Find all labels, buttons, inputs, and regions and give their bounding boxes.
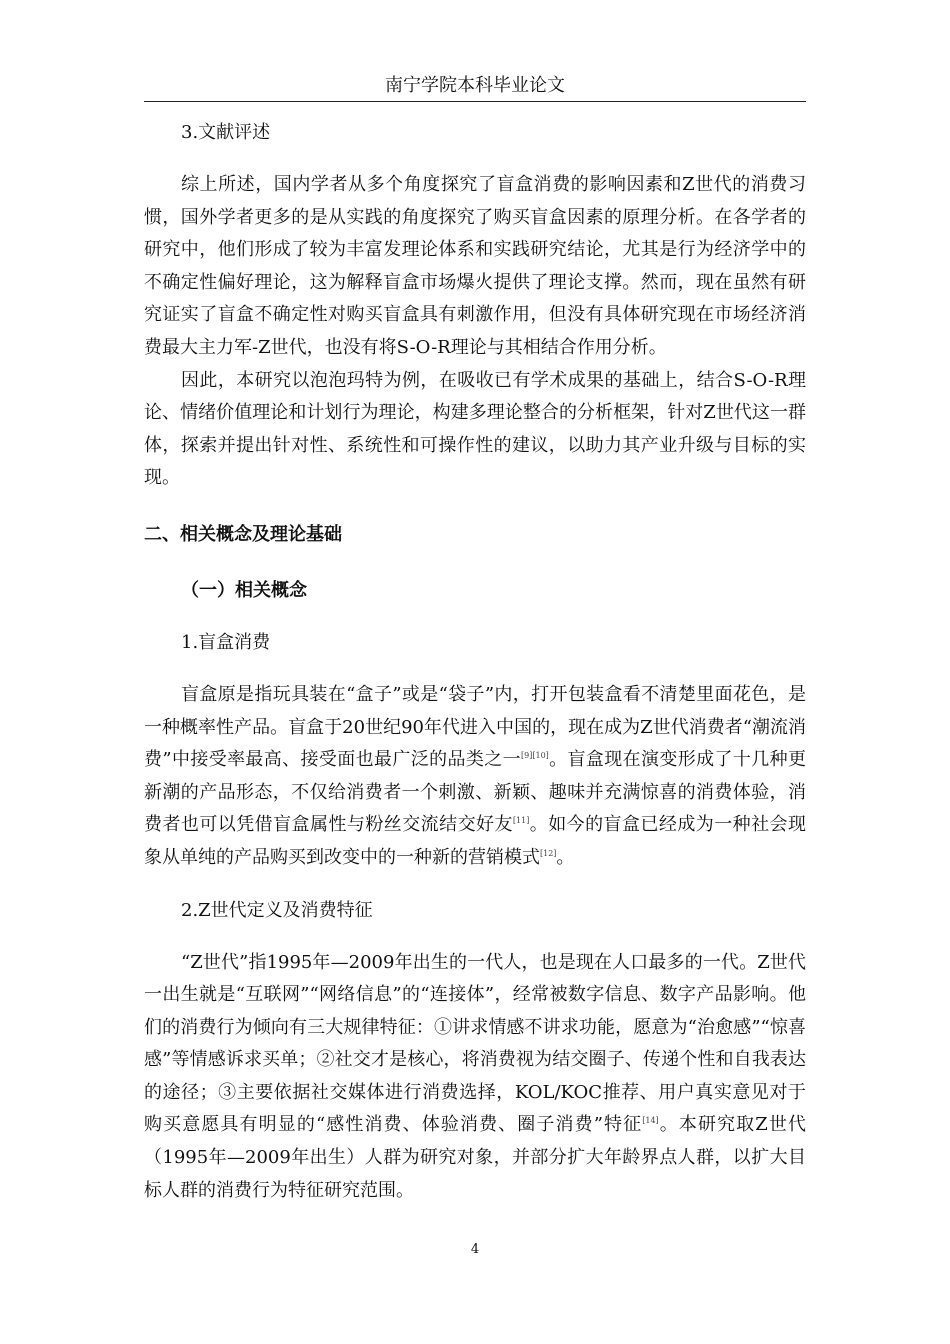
header-rule bbox=[144, 101, 806, 102]
blindbox-text-2: 。盲盒现在演变形成了十几种更新潮的产品形态，不仅给消费者一个刺激、新颖、趣味并充满惊喜的消费体验，消费者也可以凭借盲盒属性与粉丝交流结交好友 bbox=[144, 749, 807, 836]
blindbox-text-4: 。 bbox=[556, 846, 575, 868]
page-body bbox=[144, 117, 806, 1207]
citation-11: [11] bbox=[512, 816, 530, 826]
genz-paragraph bbox=[144, 947, 806, 1208]
genz-text-2: 。本研究取Z世代（1995年—2009年出生）人群为研究对象，并部分扩大年龄界点人群，以扩大目标人群的消费行为特征研究范围。 bbox=[144, 1114, 806, 1201]
blindbox-text-3: 。如今的盲盒已经成为一种社会现象从单纯的产品购买到改变中的一种新的营销模式 bbox=[144, 814, 807, 868]
citation-14: [14] bbox=[642, 1116, 659, 1126]
blindbox-heading: 1.盲盒消费 bbox=[181, 631, 271, 653]
blindbox-text-1: 盲盒原是指玩具装在“盒子”或是“袋子”内，打开包装盒看不清楚里面花色，是一种概率性产品。盲盒于20世纪90年代进入中国的，现在成为Z世代消费者“潮流消费”中接受率最高、接受面也最广泛的品类之一 bbox=[144, 683, 806, 771]
running-header: 南宁学院本科毕业论文 bbox=[385, 75, 565, 96]
subsection-1-heading: （一）相关概念 bbox=[181, 579, 307, 601]
lit-review-heading: 3.文献评述 bbox=[181, 122, 271, 143]
page-number: 4 bbox=[470, 1242, 480, 1257]
citation-9-10: [9][10] bbox=[521, 751, 549, 761]
genz-text-1: “Z世代”指1995年—2009年出生的一代人，也是现在人口最多的一代。Z世代一出生就是“互联网”“网络信息”的“连接体”，经常被数字信息、数字产品影响。他们的消费行为倾向有三大规律特征：①讲求情感不讲求功能，愿意为“治愈感”“惊喜感”等情感诉求买单；②社交才是核心，将消费视为结交圈子、传递个性和自我表达的途径；③主要依据社交媒体进行消费选择，KOL/KOC推荐、用户真实意见对于购买意愿具有明显的“感性消费、体验消费、圈子消费”特征 bbox=[144, 951, 806, 1136]
genz-heading: 2.Z世代定义及消费特征 bbox=[181, 899, 373, 921]
blindbox-paragraph bbox=[144, 679, 806, 875]
lit-review-paragraph-1: 综上所述，国内学者从多个角度探究了盲盒消费的影响因素和Z世代的消费习惯，国外学者更多的是从实践的角度探究了购买盲盒因素的原理分析。在各学者的研究中，他们形成了较为丰富发理论体系和实践研究结论，尤其是行为经济学中的不确定性偏好理论，这为解释盲盒市场爆火提供了理论支撑。然而，现在虽然有研究证实了盲盒不确定性对购买盲盒具有刺激作用，但没有具体研究现在市场经济消费最大主力军-Z世代，也没有将S-O-R理论与其相结合作用分析。 bbox=[144, 174, 806, 358]
section-2-heading: 二、相关概念及理论基础 bbox=[144, 523, 342, 545]
citation-12: [12] bbox=[540, 848, 557, 858]
lit-review-paragraph-2: 因此，本研究以泡泡玛特为例，在吸收已有学术成果的基础上，结合S-O-R理论、情绪价值理论和计划行为理论，构建多理论整合的分析框架，针对Z世代这一群体，探索并提出针对性、系统性和可操作性的建议，以助力其产业升级与目标的实现。 bbox=[144, 369, 806, 489]
